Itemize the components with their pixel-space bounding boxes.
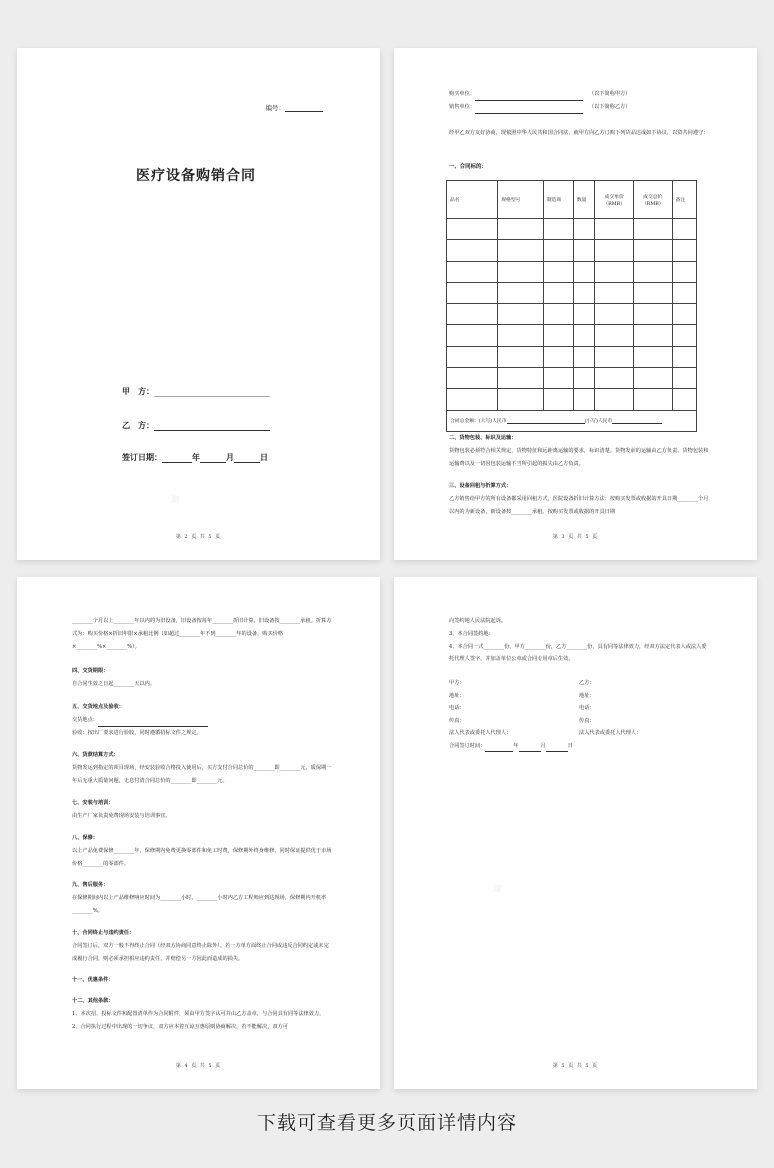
table-cell[interactable] bbox=[633, 304, 672, 325]
continued-paragraph bbox=[72, 615, 332, 653]
seller-label: 销售单位： bbox=[449, 104, 475, 110]
section-9-title: 九、售后服务： bbox=[72, 882, 109, 888]
section-8-title: 八、保修： bbox=[72, 835, 98, 841]
contract-number bbox=[266, 102, 324, 112]
page-2 bbox=[17, 48, 380, 560]
total-label: 合同总金额：(大写)人民币 bbox=[450, 419, 507, 425]
section-4-text: 自合同生效之日起________天以内。 bbox=[72, 681, 156, 687]
section-8-text: 以上产品免费保修________年，保修期内免费更换零部件和免工时费，保修期外终身维修，同时保证提供优于市场价格________的零部件。 bbox=[72, 848, 332, 867]
table-cell[interactable] bbox=[633, 219, 672, 240]
page-footer: 第 4 页 共 5 页 bbox=[175, 1063, 222, 1069]
table-header-cell: 制造商 bbox=[543, 181, 573, 219]
party-a-fax-field: 传真： bbox=[449, 717, 465, 724]
table-cell[interactable] bbox=[595, 325, 634, 346]
sign-date-label: 签订日期： bbox=[122, 453, 162, 462]
table-row bbox=[447, 219, 697, 240]
download-caption: 下载可查看更多页面详情内容 bbox=[256, 1112, 517, 1134]
total-upper-blank[interactable] bbox=[507, 417, 585, 424]
page-4 bbox=[17, 577, 380, 1089]
party-b-field: 乙方： bbox=[579, 680, 595, 686]
table-cell[interactable] bbox=[633, 240, 672, 261]
table-cell[interactable] bbox=[543, 240, 573, 261]
table-cell[interactable] bbox=[498, 240, 543, 261]
party-a-field: 甲方： bbox=[449, 680, 465, 686]
table-header-cell: 成交总价（RMB） bbox=[633, 181, 672, 219]
section-11-title: 十一、优惠条件： bbox=[72, 977, 114, 983]
sign-month-blank[interactable] bbox=[519, 745, 541, 752]
table-header-row bbox=[447, 181, 697, 219]
party-b-label: 乙 方： bbox=[122, 421, 154, 430]
table-cell[interactable] bbox=[633, 346, 672, 367]
intro-text: 经甲乙双方友好协商，现依照中华人民共和国合同法，就甲方向乙方订购下列货品达成如下协议，以资共同遵守： bbox=[449, 130, 709, 136]
buyer-note: （以下简称甲方） bbox=[588, 91, 631, 97]
section-7 bbox=[72, 797, 332, 823]
section-7-text: 由生产厂家负责免费现场安装与培训事宜。 bbox=[72, 813, 171, 819]
section-6-title: 六、货款结算方式： bbox=[72, 752, 119, 758]
section-1-title: 一、合同标的： bbox=[449, 164, 487, 170]
party-b-blank bbox=[154, 421, 270, 431]
sign-day-label: 日 bbox=[567, 742, 573, 749]
section-12-title: 十二、其他条款： bbox=[72, 998, 114, 1004]
seller-line bbox=[449, 101, 630, 114]
court-text: 向签约地人民法院起诉。 bbox=[449, 618, 507, 624]
table-cell[interactable] bbox=[595, 240, 634, 261]
table-cell[interactable] bbox=[447, 282, 498, 303]
section-10 bbox=[72, 927, 332, 966]
copies-text: 4、本合同一式________份，甲方________份，乙方________份，具有同等法律效力，经双方法定代表人或法人委托代理人签字，并加盖单位公章或合同专用章后生效。 bbox=[449, 643, 707, 663]
section-10-title: 十、合同终止与违约责任： bbox=[72, 930, 135, 936]
section-12-text-2: 2、合同执行过程中出现的一切争议，双方应本着互谅互惠原则协商解决，若不能解决，双方可 bbox=[72, 1023, 288, 1030]
table-cell[interactable] bbox=[595, 282, 634, 303]
section-11 bbox=[72, 974, 332, 987]
table-cell[interactable] bbox=[672, 389, 696, 410]
table-cell[interactable] bbox=[543, 389, 573, 410]
table-cell[interactable] bbox=[633, 325, 672, 346]
table-header-cell: 品名 bbox=[447, 181, 498, 219]
section-3-title: 三、设备回租与折算方式： bbox=[449, 483, 512, 489]
table-cell[interactable] bbox=[573, 219, 595, 240]
section-9-text: 在保修期间内以上产品维修响应时间为________小时，________小时内乙方工程师应到达现场，保修期内开机率________%。 bbox=[72, 895, 327, 914]
party-a-line bbox=[122, 386, 270, 397]
party-b-fax-field: 传真： bbox=[579, 717, 595, 724]
table-cell[interactable] bbox=[543, 368, 573, 389]
table-row bbox=[447, 282, 697, 303]
table-cell[interactable] bbox=[447, 389, 498, 410]
table-cell[interactable] bbox=[672, 368, 696, 389]
table-header-cell: 成交单价（RMB） bbox=[595, 181, 634, 219]
section-2-title: 二、货物包装、标识及运输： bbox=[449, 435, 517, 441]
section-5-title: 五、交货地点及验收： bbox=[72, 704, 124, 710]
table-cell[interactable] bbox=[573, 261, 595, 282]
section-12 bbox=[72, 995, 332, 1034]
table-cell[interactable] bbox=[633, 282, 672, 303]
table-cell[interactable] bbox=[543, 325, 573, 346]
table-row bbox=[447, 346, 697, 367]
table-cell[interactable] bbox=[595, 261, 634, 282]
table-cell[interactable] bbox=[633, 368, 672, 389]
section-5 bbox=[72, 701, 332, 740]
buyer-line bbox=[449, 88, 630, 101]
total-lower-blank[interactable] bbox=[612, 417, 662, 424]
table-cell[interactable] bbox=[672, 261, 696, 282]
total-small-label: (小写)人民币 bbox=[584, 419, 613, 425]
sign-day-blank[interactable] bbox=[546, 745, 568, 752]
party-a-label: 甲 方： bbox=[122, 387, 154, 396]
party-a-info bbox=[449, 677, 573, 752]
table-cell[interactable] bbox=[573, 325, 595, 346]
party-b-line bbox=[122, 420, 270, 431]
seller-blank bbox=[475, 106, 583, 114]
table-cell[interactable] bbox=[447, 346, 498, 367]
number-blank bbox=[285, 102, 323, 112]
table-cell[interactable] bbox=[498, 282, 543, 303]
table-cell[interactable] bbox=[672, 346, 696, 367]
year-label: 年 bbox=[192, 453, 200, 462]
party-b-phone-field: 电话： bbox=[579, 705, 595, 711]
table-cell[interactable] bbox=[543, 219, 573, 240]
table-cell[interactable] bbox=[672, 240, 696, 261]
table-cell[interactable] bbox=[573, 346, 595, 367]
table-cell[interactable] bbox=[573, 304, 595, 325]
intro-paragraph bbox=[449, 127, 709, 140]
buyer-label: 购买单位： bbox=[449, 91, 475, 97]
table-cell[interactable] bbox=[498, 346, 543, 367]
table-cell[interactable] bbox=[447, 240, 498, 261]
final-clauses bbox=[449, 615, 709, 666]
day-label: 日 bbox=[260, 453, 268, 462]
section-8 bbox=[72, 832, 332, 871]
sign-time-label: 合同签订时间： bbox=[449, 742, 486, 749]
party-b-address-field: 地址： bbox=[579, 692, 595, 699]
seller-note: （以下简称乙方） bbox=[588, 104, 631, 110]
page-3 bbox=[394, 48, 757, 560]
table-cell[interactable] bbox=[573, 368, 595, 389]
buyer-blank bbox=[475, 93, 583, 101]
section-6-text: 货物发运到指定的项目现场，经安装验收合格投入使用后，买方支付合同总价的________即________元，质保期一年后无重大质量问题，无息付清合同总价的________即________元。 bbox=[72, 765, 332, 784]
table-cell[interactable] bbox=[543, 346, 573, 367]
table-cell[interactable] bbox=[672, 219, 696, 240]
sign-year-label: 年 bbox=[513, 742, 519, 749]
table-cell[interactable] bbox=[498, 325, 543, 346]
section-6 bbox=[72, 749, 332, 788]
table-cell[interactable] bbox=[633, 389, 672, 410]
section-2 bbox=[449, 432, 709, 471]
watermark bbox=[161, 485, 190, 516]
table-row bbox=[447, 368, 697, 389]
sign-date-line bbox=[122, 452, 268, 463]
party-a-representative-field: 法人代表或委托人代理人： bbox=[449, 730, 512, 736]
goods-table bbox=[446, 180, 697, 432]
continued-text: ________个月以上________年以内的为旧设备，旧设备按每年________折旧计算，旧设备按________承租。折算方式为：购买价格×折旧年限×承租比例（如超过________年不到________年的设备，购买价格×________%×________%）。 bbox=[72, 618, 332, 650]
section-2-text: 货物包装必须符合相关规定，货物特征和远距离运输的要求，标识清楚。货物发前的运输由乙方负责，货物包装和运输费以及一切因包装运输不当所引起的损失由乙方负责。 bbox=[449, 448, 709, 467]
table-row bbox=[447, 325, 697, 346]
table-cell[interactable] bbox=[672, 304, 696, 325]
table-cell[interactable] bbox=[573, 282, 595, 303]
table-cell[interactable] bbox=[543, 282, 573, 303]
watermark bbox=[483, 874, 512, 905]
section-4-title: 四、交货期限： bbox=[72, 668, 109, 674]
table-cell[interactable] bbox=[447, 304, 498, 325]
table-header-cell: 备注 bbox=[672, 181, 696, 219]
month-blank bbox=[200, 453, 226, 463]
sign-month-label: 月 bbox=[540, 742, 546, 749]
acceptance-text: 验收：按出厂要求进行验收，同时遵循招标文件之规定。 bbox=[72, 729, 202, 736]
year-blank bbox=[162, 453, 192, 463]
contract-title: 医疗设备购销合同 bbox=[136, 168, 256, 184]
sign-year-blank[interactable] bbox=[485, 745, 513, 752]
table-cell[interactable] bbox=[595, 304, 634, 325]
party-a-address-field: 地址： bbox=[449, 692, 465, 699]
party-b-info bbox=[579, 677, 641, 740]
table-cell[interactable] bbox=[498, 261, 543, 282]
table-cell[interactable] bbox=[573, 240, 595, 261]
table-cell[interactable] bbox=[543, 304, 573, 325]
table-cell[interactable] bbox=[447, 219, 498, 240]
table-cell[interactable] bbox=[447, 368, 498, 389]
table-cell[interactable] bbox=[595, 346, 634, 367]
table-cell[interactable] bbox=[672, 325, 696, 346]
section-3 bbox=[449, 480, 709, 519]
table-cell[interactable] bbox=[633, 261, 672, 282]
page-footer: 第 2 页 共 5 页 bbox=[175, 534, 222, 540]
number-label: 编号： bbox=[265, 104, 285, 112]
table-row bbox=[447, 304, 697, 325]
table-cell[interactable] bbox=[447, 325, 498, 346]
section-10-text: 合同签订后，双方一般不得终止合同（经双方协商同意终止除外）。若一方单方面终止合同或违反合同约定或未完成履行合同，则必须承担相应违约责任，并赔偿另一方因此而造成的损失。 bbox=[72, 943, 329, 962]
party-a-blank bbox=[154, 387, 270, 397]
table-cell[interactable] bbox=[595, 368, 634, 389]
table-total-row bbox=[447, 410, 697, 431]
section-9 bbox=[72, 879, 332, 918]
section-4 bbox=[72, 665, 332, 691]
table-row bbox=[447, 389, 697, 410]
table-header-cell: 数量 bbox=[573, 181, 595, 219]
sign-time-line bbox=[449, 740, 573, 753]
table-cell[interactable] bbox=[573, 389, 595, 410]
table-cell[interactable] bbox=[498, 219, 543, 240]
table-cell[interactable] bbox=[672, 282, 696, 303]
table-cell[interactable] bbox=[595, 389, 634, 410]
table-cell[interactable] bbox=[498, 389, 543, 410]
table-cell[interactable] bbox=[498, 304, 543, 325]
table-header-cell: 规格型号 bbox=[498, 181, 543, 219]
delivery-place-label: 交货地点： bbox=[72, 717, 98, 723]
section-7-title: 七、安装与培训： bbox=[72, 800, 114, 806]
party-a-phone-field: 电话： bbox=[449, 705, 465, 711]
table-cell[interactable] bbox=[595, 219, 634, 240]
table-row bbox=[447, 261, 697, 282]
table-cell[interactable] bbox=[498, 368, 543, 389]
party-b-representative-field: 法人代表或委托人代理人： bbox=[579, 730, 642, 736]
table-row bbox=[447, 240, 697, 261]
table-cell[interactable] bbox=[447, 261, 498, 282]
page-5 bbox=[394, 577, 757, 1089]
total-amount-cell bbox=[447, 410, 697, 431]
page-footer: 第 5 页 共 5 页 bbox=[552, 1063, 599, 1069]
day-blank bbox=[234, 453, 260, 463]
table-cell[interactable] bbox=[543, 261, 573, 282]
month-label: 月 bbox=[226, 453, 234, 462]
sign-place-text: 3、本合同签约地： bbox=[449, 630, 494, 637]
delivery-place-blank[interactable] bbox=[98, 720, 208, 727]
section-3-text: 乙方销售给甲方的所有设备都采用回租方式，医院设备折旧计算方法：按购买发票或收据的开具日期________个月以内的为新设备，新设备按________承租。按购买发票或收据的开具日期 bbox=[449, 496, 709, 515]
section-12-text-1: 1、本次招、投标文件和配置清单作为合同附件，须由甲方签字认可并由乙方盖章，与合同具有同等法律效力。 bbox=[72, 1011, 325, 1017]
page-footer: 第 3 页 共 5 页 bbox=[552, 534, 599, 540]
